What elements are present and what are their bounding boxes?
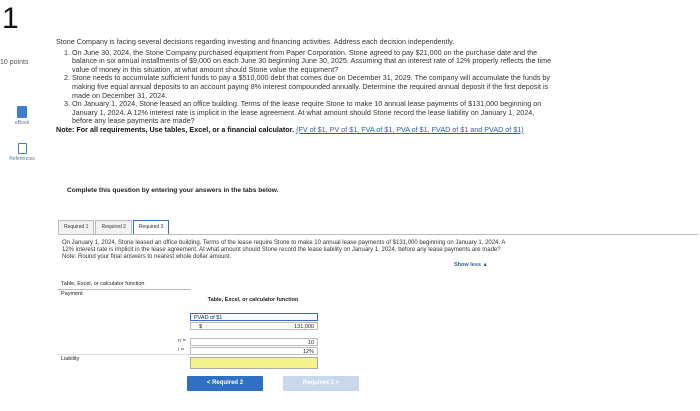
note-label: Note: (56, 124, 75, 134)
i-label: i = (178, 347, 184, 353)
show-less-link[interactable]: Show less ▲ (454, 262, 488, 268)
requirement-item-2: 2. Stone needs to accumulate sufficient funds to pay a $510,000 debt that comes due on December 31, 2029. The company will accumulate the funds by making five equal annual deposits to an account paying 8% interest compounded annually. Determine the required annual deposit if the first deposit is made on December 31, 2024. (72, 74, 556, 100)
payment-input[interactable] (190, 322, 318, 330)
references-label: References (9, 156, 35, 162)
question-content (56, 38, 556, 135)
n-input[interactable]: 10 (190, 338, 318, 346)
factor-tables-link[interactable]: (FV of $1, PV of $1, FVA of $1, PVA of $1, FVAD of $1 and PVAD of $1) (296, 124, 524, 134)
instructions-text: Complete this question by entering your answers in the tabs below. (67, 187, 279, 194)
function-select[interactable]: PVAD of $1 (190, 313, 318, 321)
payment-value: 131,000 (294, 324, 314, 330)
problem-statement (62, 240, 512, 261)
dollar-sign: $ (199, 324, 203, 330)
note-text: For all requirements, Use tables, Excel, or a financial calculator. (76, 124, 295, 134)
problem-text: On January 1, 2024, Stone leased an office building. Terms of the lease require Stone to make 10 annual lease payments of $131,000 beginning on January 1, 2024. A 12% interest rate is implicit in the lease agreement. At what amount should Stone record the lease liability on January 1, 2024, before any lease payments are made? (62, 240, 506, 253)
book-icon (17, 106, 27, 118)
tab-required-3[interactable]: Required 3 (133, 220, 169, 234)
liability-answer-input[interactable] (190, 357, 318, 369)
references-link[interactable] (4, 143, 40, 162)
liability-label: Liability (58, 354, 191, 363)
prev-required-button[interactable]: < Required 2 (187, 376, 263, 391)
ebook-label: eBook (14, 120, 30, 126)
ebook-link[interactable] (4, 106, 40, 126)
requirement-item-3: 3. On January 1, 2024, Stone leased an office building. Terms of the lease require Stone to make 10 annual lease payments of $131,000 beginning on January 1, 2024. A 12% interest rate is implicit in the lease agreement. At what amount should Stone record the lease liability on January 1, 2024, before any lease payments are made? (72, 100, 556, 126)
tab-required-1[interactable]: Required 1 (58, 220, 94, 234)
i-input[interactable]: 12% (190, 347, 318, 355)
tab-required-2[interactable]: Required 2 (95, 220, 131, 234)
tab-divider (58, 234, 698, 235)
document-icon (18, 143, 27, 154)
payment-label: Payment (61, 291, 83, 297)
requirement-item-1: 1. On June 30, 2024, the Stone Company purchased equipment from Paper Corporation. Stone agreed to pay $21,000 on the purchase date and the balance in six annual installments of $9,000 on each June 30 beginning June 30, 2025. Assuming that an interest rate of 12% properly reflects the time value of money in this situation, at what amount should Stone value the equipment? (72, 49, 556, 75)
right-table-header: Table, Excel, or calculator function (207, 297, 299, 303)
points-label: 10 points (0, 59, 29, 66)
question-intro: Stone Company is facing several decisions regarding investing and financing activities. Address each decision independently. (56, 37, 455, 46)
question-number: 1 (2, 2, 19, 35)
requirement-tabs (58, 220, 170, 234)
note (56, 126, 556, 135)
n-label: n = (178, 338, 186, 344)
next-required-button[interactable]: Required 3 > (283, 376, 359, 391)
left-table-header: Table, Excel, or calculator function (58, 279, 191, 290)
requirement-list (56, 49, 556, 126)
problem-note: Note: Round your final answers to nearest whole dollar amount. (62, 254, 232, 260)
sidebar (0, 0, 52, 411)
